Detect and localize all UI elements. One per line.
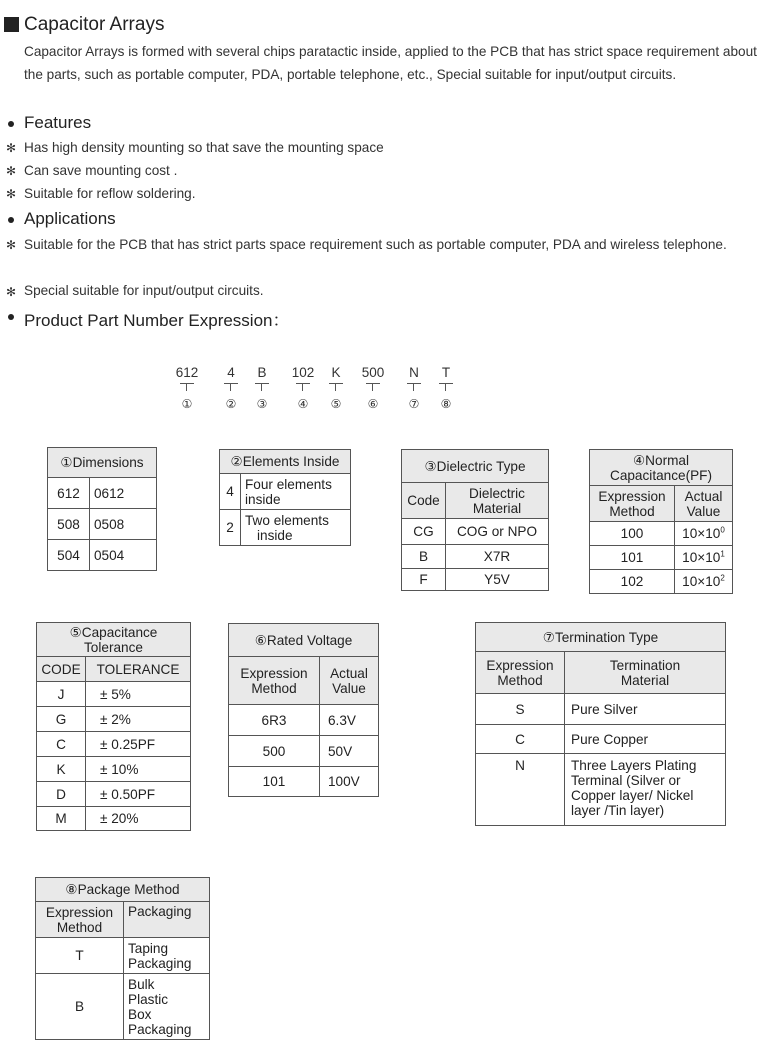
table-cell: 2 bbox=[220, 510, 241, 546]
pn-tick bbox=[296, 383, 310, 391]
table-title: ⑧Package Method bbox=[36, 878, 210, 902]
features-heading: Features bbox=[24, 113, 92, 132]
table-cell: 508 bbox=[48, 509, 90, 540]
application-item: Special suitable for input/output circuits. bbox=[24, 283, 264, 298]
pn-tick bbox=[407, 383, 421, 391]
bullet-dot-icon bbox=[8, 121, 14, 127]
table-header: CODE bbox=[37, 657, 86, 682]
table-header: Expression bbox=[486, 657, 554, 673]
table-cell: S bbox=[476, 694, 565, 725]
capacitance-table bbox=[589, 449, 733, 594]
pn-segment: 102 bbox=[291, 365, 315, 380]
table-cell: F bbox=[402, 569, 446, 591]
elements-table bbox=[219, 449, 351, 546]
table-cell: 50V bbox=[320, 736, 379, 767]
table-cell: C bbox=[476, 725, 565, 754]
pn-marker: ④ bbox=[297, 397, 309, 411]
table-cell: 10×10 bbox=[682, 574, 721, 589]
pn-segment: 4 bbox=[227, 365, 235, 380]
pn-tick bbox=[366, 383, 380, 391]
table-cell: Box bbox=[128, 1006, 152, 1022]
table-cell: 10×10 bbox=[682, 526, 721, 541]
table-cell: Taping bbox=[128, 940, 169, 956]
intro-paragraph: Capacitor Arrays is formed with several chips paratactic inside, applied to the PCB that has strict space requirement about the parts, such as portable computer, PDA, portable telephone, etc., Special suitable for input/output circuits. bbox=[24, 44, 757, 82]
table-header: Termination bbox=[609, 657, 681, 673]
table-header: Value bbox=[686, 503, 721, 519]
table-cell: Y5V bbox=[446, 569, 549, 591]
voltage-table bbox=[228, 623, 379, 797]
pn-tick bbox=[224, 383, 238, 391]
star-bullet-icon: ✻ bbox=[6, 141, 17, 155]
table-cell: 0504 bbox=[90, 540, 157, 571]
table-title: ⑥Rated Voltage bbox=[229, 624, 379, 657]
table-header: Method bbox=[497, 672, 543, 688]
table-cell: 4 bbox=[220, 474, 241, 510]
table-title: ⑦Termination Type bbox=[476, 623, 726, 652]
exponent: 0 bbox=[720, 525, 725, 535]
table-cell: 101 bbox=[590, 546, 675, 570]
table-cell: 504 bbox=[48, 540, 90, 571]
table-header: Packaging bbox=[124, 902, 210, 938]
pn-segment: 500 bbox=[361, 365, 385, 380]
table-cell: ± 20% bbox=[86, 807, 191, 831]
table-header: Actual bbox=[330, 665, 368, 681]
table-cell: Four elements bbox=[245, 476, 332, 492]
pn-tick bbox=[329, 383, 343, 391]
table-cell: 100 bbox=[590, 522, 675, 546]
exponent: 1 bbox=[720, 549, 725, 559]
pn-marker: ⑥ bbox=[367, 397, 379, 411]
title-square-icon bbox=[4, 17, 19, 32]
part-number-heading: Product Part Number Expression： bbox=[24, 311, 290, 330]
table-header: Dielectric bbox=[469, 485, 525, 501]
star-bullet-icon: ✻ bbox=[6, 164, 17, 178]
table-cell: ± 5% bbox=[86, 682, 191, 707]
table-cell: Pure Copper bbox=[565, 725, 726, 754]
star-bullet-icon: ✻ bbox=[6, 187, 17, 201]
table-header: Method bbox=[251, 680, 297, 696]
table-cell: B bbox=[402, 545, 446, 569]
table-cell: layer /Tin layer) bbox=[571, 803, 665, 818]
table-header: Method bbox=[56, 919, 103, 935]
table-title: ②Elements Inside bbox=[220, 450, 351, 474]
table-header: Expression bbox=[240, 665, 308, 681]
table-cell: 10×10 bbox=[682, 550, 721, 565]
star-bullet-icon: ✻ bbox=[6, 285, 17, 299]
pn-marker: ③ bbox=[256, 397, 268, 411]
table-header: Method bbox=[609, 503, 655, 519]
termination-table bbox=[475, 622, 726, 826]
table-cell: Packaging bbox=[128, 955, 192, 971]
table-cell: C bbox=[37, 732, 86, 757]
table-cell: 0508 bbox=[90, 509, 157, 540]
table-title: Capacitance(PF) bbox=[610, 467, 712, 483]
pn-tick bbox=[255, 383, 269, 391]
dimensions-table bbox=[47, 447, 157, 571]
page-title: Capacitor Arrays bbox=[24, 14, 165, 35]
pn-marker: ⑤ bbox=[330, 397, 342, 411]
table-cell: Two elements bbox=[245, 512, 329, 528]
table-header: Material bbox=[472, 500, 522, 516]
table-cell: T bbox=[36, 938, 124, 974]
table-cell: 101 bbox=[229, 767, 320, 797]
table-title: ①Dimensions bbox=[48, 448, 157, 478]
feature-item: Has high density mounting so that save the mounting space bbox=[24, 140, 384, 155]
table-cell: Pure Silver bbox=[565, 694, 726, 725]
star-bullet-icon: ✻ bbox=[6, 238, 17, 252]
table-cell: ± 0.25PF bbox=[86, 732, 191, 757]
table-header: Actual bbox=[684, 488, 723, 504]
pn-segment: N bbox=[409, 365, 419, 380]
table-cell: Terminal (Silver or bbox=[571, 773, 681, 788]
table-title: ③Dielectric Type bbox=[402, 450, 549, 483]
table-cell: 100V bbox=[320, 767, 379, 797]
pn-marker: ⑧ bbox=[440, 397, 452, 411]
bullet-dot-icon bbox=[8, 217, 14, 223]
table-cell: Bulk bbox=[128, 976, 155, 992]
table-cell: 6R3 bbox=[229, 705, 320, 736]
table-cell: ± 0.50PF bbox=[86, 782, 191, 807]
table-cell: Copper layer/ Nickel bbox=[571, 788, 694, 803]
table-title: ④Normal bbox=[633, 452, 689, 468]
table-header: Expression bbox=[45, 904, 114, 920]
pn-marker: ⑦ bbox=[408, 397, 420, 411]
table-cell: inside bbox=[257, 527, 293, 543]
applications-heading: Applications bbox=[24, 209, 116, 228]
table-cell: Packaging bbox=[128, 1021, 192, 1037]
table-header: Value bbox=[332, 680, 366, 696]
table-cell: ± 10% bbox=[86, 757, 191, 782]
table-header: TOLERANCE bbox=[86, 657, 191, 682]
tolerance-table bbox=[36, 622, 191, 831]
table-header: Material bbox=[620, 672, 670, 688]
feature-item: Can save mounting cost . bbox=[24, 163, 178, 178]
table-cell: Plastic bbox=[128, 991, 169, 1007]
table-cell: CG bbox=[402, 519, 446, 545]
feature-item: Suitable for reflow soldering. bbox=[24, 186, 196, 201]
pn-segment: K bbox=[331, 365, 341, 380]
table-cell: ± 2% bbox=[86, 707, 191, 732]
dielectric-table bbox=[401, 449, 549, 591]
table-cell: inside bbox=[245, 491, 281, 507]
table-cell: 500 bbox=[229, 736, 320, 767]
exponent: 2 bbox=[720, 573, 725, 583]
table-title: ⑤Capacitance bbox=[69, 624, 158, 640]
table-header: Expression bbox=[598, 488, 666, 504]
pn-marker: ① bbox=[181, 397, 193, 411]
table-cell: K bbox=[37, 757, 86, 782]
table-title: Tolerance bbox=[84, 639, 143, 655]
table-cell: J bbox=[37, 682, 86, 707]
table-cell: 0612 bbox=[90, 478, 157, 509]
table-cell: G bbox=[37, 707, 86, 732]
bullet-dot-icon bbox=[8, 314, 14, 320]
pn-marker: ② bbox=[225, 397, 237, 411]
table-cell: Three Layers Plating bbox=[571, 758, 697, 773]
table-cell: X7R bbox=[446, 545, 549, 569]
table-cell: D bbox=[37, 782, 86, 807]
table-cell: N bbox=[476, 754, 565, 826]
package-table bbox=[35, 877, 210, 1040]
pn-segment: T bbox=[441, 365, 451, 380]
table-cell: B bbox=[36, 974, 124, 1040]
table-cell: M bbox=[37, 807, 86, 831]
table-cell: 102 bbox=[590, 570, 675, 594]
pn-segment: B bbox=[257, 365, 267, 380]
pn-segment: 612 bbox=[175, 365, 199, 380]
pn-tick bbox=[180, 383, 194, 391]
application-item: Suitable for the PCB that has strict parts space requirement such as portable computer, PDA and wireless telephone. bbox=[24, 237, 727, 252]
table-cell: COG or NPO bbox=[446, 519, 549, 545]
table-cell: 6.3V bbox=[320, 705, 379, 736]
table-header: Code bbox=[402, 483, 446, 519]
pn-tick bbox=[439, 383, 453, 391]
table-cell: 612 bbox=[48, 478, 90, 509]
